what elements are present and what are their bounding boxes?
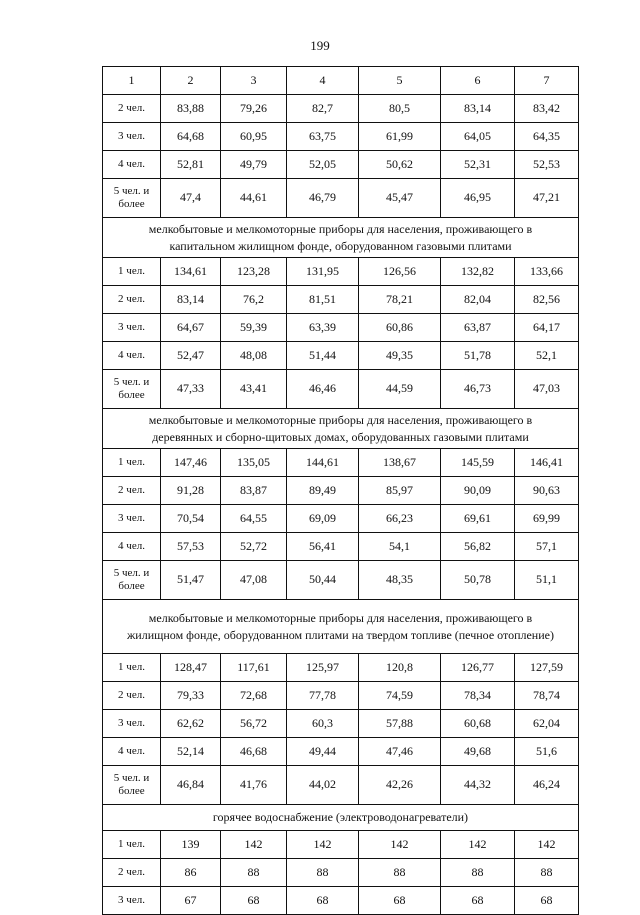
table-cell: 83,87: [221, 477, 287, 505]
section-title-line: деревянных и сборно-щитовых домах, оборудованных газовыми плитами: [152, 429, 529, 444]
table-cell: 52,31: [441, 151, 515, 179]
table-cell: 51,44: [287, 342, 359, 370]
row-label: [103, 682, 161, 710]
table-cell: 46,68: [221, 738, 287, 766]
table-cell: 49,68: [441, 738, 515, 766]
table-cell: 61,99: [359, 123, 441, 151]
table-cell: 57,88: [359, 710, 441, 738]
table-cell: 64,55: [221, 505, 287, 533]
row-label-line: 5 чел. и: [113, 376, 150, 389]
table-cell: 146,41: [515, 449, 579, 477]
table-cell: 52,1: [515, 342, 579, 370]
table-cell: 46,95: [441, 179, 515, 218]
section-title-line: жилищном фонде, оборудованном плитами на твердом топливе (печное отопление): [127, 627, 554, 642]
table-cell: 91,28: [161, 477, 221, 505]
section-title-line: мелкобытовые и мелкомоторные приборы для населения, проживающего в: [148, 413, 533, 428]
section-title: [103, 218, 579, 258]
table-cell: 74,59: [359, 682, 441, 710]
table-cell: 50,62: [359, 151, 441, 179]
row-label: [103, 449, 161, 477]
row-label: [103, 505, 161, 533]
table-cell: 88: [221, 859, 287, 887]
table-cell: 69,09: [287, 505, 359, 533]
table-cell: 64,05: [441, 123, 515, 151]
header-row: [103, 67, 579, 95]
table-cell: 51,47: [161, 561, 221, 600]
table-row: [103, 533, 579, 561]
table-cell: 133,66: [515, 258, 579, 286]
table-row: [103, 859, 579, 887]
table-cell: 131,95: [287, 258, 359, 286]
table-cell: 81,51: [287, 286, 359, 314]
row-label-line: 3 чел.: [118, 512, 145, 525]
row-label-line: 4 чел.: [118, 745, 145, 758]
table-cell: 142: [287, 831, 359, 859]
column-header: 5: [359, 67, 441, 95]
table-cell: 79,33: [161, 682, 221, 710]
row-label: [103, 342, 161, 370]
row-label-line: 2 чел.: [118, 484, 145, 497]
table-cell: 68: [441, 887, 515, 915]
table-cell: 62,62: [161, 710, 221, 738]
table-cell: 51,1: [515, 561, 579, 600]
table-row: [103, 831, 579, 859]
table-cell: 49,35: [359, 342, 441, 370]
table-cell: 63,39: [287, 314, 359, 342]
row-label: [103, 179, 161, 218]
table-row: [103, 738, 579, 766]
table-cell: 85,97: [359, 477, 441, 505]
row-label-line: 3 чел.: [118, 321, 145, 334]
column-header: 6: [441, 67, 515, 95]
table-row: [103, 682, 579, 710]
section-header-row: [103, 218, 579, 258]
row-label-line: 2 чел.: [118, 293, 145, 306]
table-cell: 60,3: [287, 710, 359, 738]
table-cell: 80,5: [359, 95, 441, 123]
table-cell: 83,14: [441, 95, 515, 123]
table-row: [103, 258, 579, 286]
section-header-row: [103, 409, 579, 449]
table-cell: 142: [221, 831, 287, 859]
table-cell: 52,81: [161, 151, 221, 179]
table-cell: 47,08: [221, 561, 287, 600]
table-cell: 134,61: [161, 258, 221, 286]
row-label: [103, 258, 161, 286]
row-label-line: 1 чел.: [118, 265, 145, 278]
table-cell: 56,41: [287, 533, 359, 561]
table-cell: 56,72: [221, 710, 287, 738]
table-cell: 48,35: [359, 561, 441, 600]
table-cell: 88: [515, 859, 579, 887]
table-cell: 89,49: [287, 477, 359, 505]
table-cell: 52,47: [161, 342, 221, 370]
column-header: 3: [221, 67, 287, 95]
section-title-line: капитальном жилищном фонде, оборудованном газовыми плитами: [169, 238, 512, 253]
table-cell: 60,68: [441, 710, 515, 738]
table-cell: 44,61: [221, 179, 287, 218]
table-cell: 54,1: [359, 533, 441, 561]
table-row: [103, 561, 579, 600]
table-cell: 50,44: [287, 561, 359, 600]
table-cell: 68: [515, 887, 579, 915]
table-row: [103, 449, 579, 477]
table-cell: 47,33: [161, 370, 221, 409]
section-title-line: мелкобытовые и мелкомоторные приборы для населения, проживающего в: [148, 222, 533, 237]
table-cell: 63,75: [287, 123, 359, 151]
table-cell: 88: [359, 859, 441, 887]
table-cell: 52,53: [515, 151, 579, 179]
row-label-line: 1 чел.: [118, 456, 145, 469]
table-cell: 83,42: [515, 95, 579, 123]
table-cell: 145,59: [441, 449, 515, 477]
table-cell: 83,14: [161, 286, 221, 314]
row-label-line: более: [118, 580, 145, 592]
column-header: 2: [161, 67, 221, 95]
table-cell: 142: [359, 831, 441, 859]
table-cell: 66,23: [359, 505, 441, 533]
row-label: [103, 95, 161, 123]
row-label-line: 1 чел.: [118, 661, 145, 674]
table-cell: 57,53: [161, 533, 221, 561]
row-label: [103, 654, 161, 682]
column-header: 4: [287, 67, 359, 95]
table-cell: 70,54: [161, 505, 221, 533]
table-cell: 72,68: [221, 682, 287, 710]
table-cell: 46,79: [287, 179, 359, 218]
table-cell: 48,08: [221, 342, 287, 370]
table-cell: 52,05: [287, 151, 359, 179]
section-title-line: мелкобытовые и мелкомоторные приборы для населения, проживающего в: [148, 611, 533, 626]
table-cell: 64,35: [515, 123, 579, 151]
row-label-line: 5 чел. и: [113, 772, 150, 785]
table-cell: 135,05: [221, 449, 287, 477]
table-cell: 44,02: [287, 766, 359, 805]
table-cell: 123,28: [221, 258, 287, 286]
table-cell: 144,61: [287, 449, 359, 477]
table-cell: 46,24: [515, 766, 579, 805]
table-cell: 46,73: [441, 370, 515, 409]
row-label: [103, 831, 161, 859]
section-title-line: горячее водоснабжение (электроводонагреватели): [212, 810, 469, 825]
section-header-row: [103, 600, 579, 654]
table-cell: 86: [161, 859, 221, 887]
table-cell: 51,6: [515, 738, 579, 766]
row-label-line: 4 чел.: [118, 540, 145, 553]
table-cell: 52,72: [221, 533, 287, 561]
column-header: 1: [103, 67, 161, 95]
table-row: [103, 151, 579, 179]
column-header: 7: [515, 67, 579, 95]
row-label: [103, 151, 161, 179]
section-title: [103, 805, 579, 831]
table-cell: 44,32: [441, 766, 515, 805]
table-cell: 69,61: [441, 505, 515, 533]
table-cell: 67: [161, 887, 221, 915]
table-cell: 68: [221, 887, 287, 915]
table-cell: 59,39: [221, 314, 287, 342]
row-label: [103, 710, 161, 738]
row-label: [103, 887, 161, 915]
table-cell: 127,59: [515, 654, 579, 682]
tariff-table: [102, 66, 579, 915]
table-cell: 64,17: [515, 314, 579, 342]
page-number: 199: [310, 38, 330, 53]
row-label-line: 4 чел.: [118, 349, 145, 362]
table-row: [103, 286, 579, 314]
table-cell: 126,56: [359, 258, 441, 286]
row-label: [103, 286, 161, 314]
table-cell: 49,79: [221, 151, 287, 179]
table-cell: 78,74: [515, 682, 579, 710]
table-cell: 78,21: [359, 286, 441, 314]
table-cell: 139: [161, 831, 221, 859]
table-cell: 62,04: [515, 710, 579, 738]
table-cell: 142: [441, 831, 515, 859]
table-cell: 142: [515, 831, 579, 859]
row-label-line: 5 чел. и: [113, 567, 150, 580]
table-cell: 78,34: [441, 682, 515, 710]
row-label-line: 2 чел.: [118, 102, 145, 115]
table-cell: 77,78: [287, 682, 359, 710]
table-cell: 45,47: [359, 179, 441, 218]
row-label: [103, 314, 161, 342]
table-cell: 60,95: [221, 123, 287, 151]
table-row: [103, 370, 579, 409]
section-title: [103, 600, 579, 654]
table-cell: 47,21: [515, 179, 579, 218]
table-cell: 46,46: [287, 370, 359, 409]
table-cell: 147,46: [161, 449, 221, 477]
table-cell: 47,03: [515, 370, 579, 409]
table-row: [103, 710, 579, 738]
table-cell: 120,8: [359, 654, 441, 682]
table-cell: 128,47: [161, 654, 221, 682]
row-label-line: 4 чел.: [118, 158, 145, 171]
row-label: [103, 123, 161, 151]
section-title: [103, 409, 579, 449]
table-cell: 132,82: [441, 258, 515, 286]
row-label-line: 2 чел.: [118, 689, 145, 702]
table-cell: 44,59: [359, 370, 441, 409]
row-label: [103, 859, 161, 887]
table-row: [103, 887, 579, 915]
table-row: [103, 179, 579, 218]
row-label-line: 5 чел. и: [113, 185, 150, 198]
table-cell: 82,56: [515, 286, 579, 314]
table-cell: 88: [441, 859, 515, 887]
table-cell: 57,1: [515, 533, 579, 561]
table-cell: 90,09: [441, 477, 515, 505]
table-cell: 47,46: [359, 738, 441, 766]
row-label-line: более: [118, 198, 145, 210]
table-row: [103, 123, 579, 151]
table-cell: 64,68: [161, 123, 221, 151]
row-label: [103, 533, 161, 561]
table-cell: 47,4: [161, 179, 221, 218]
table-cell: 51,78: [441, 342, 515, 370]
table-cell: 82,04: [441, 286, 515, 314]
table-cell: 68: [287, 887, 359, 915]
table-cell: 79,26: [221, 95, 287, 123]
table-cell: 88: [287, 859, 359, 887]
row-label-line: 1 чел.: [118, 838, 145, 851]
table-cell: 50,78: [441, 561, 515, 600]
table-row: [103, 477, 579, 505]
table-row: [103, 505, 579, 533]
table-cell: 60,86: [359, 314, 441, 342]
table-cell: 64,67: [161, 314, 221, 342]
table-cell: 52,14: [161, 738, 221, 766]
row-label-line: 3 чел.: [118, 894, 145, 907]
table-cell: 41,76: [221, 766, 287, 805]
table-cell: 125,97: [287, 654, 359, 682]
table-cell: 68: [359, 887, 441, 915]
table-cell: 42,26: [359, 766, 441, 805]
table-row: [103, 766, 579, 805]
table-cell: 69,99: [515, 505, 579, 533]
row-label-line: более: [118, 389, 145, 401]
table-cell: 90,63: [515, 477, 579, 505]
row-label-line: более: [118, 785, 145, 797]
table-cell: 46,84: [161, 766, 221, 805]
row-label: [103, 561, 161, 600]
row-label: [103, 477, 161, 505]
table-cell: 43,41: [221, 370, 287, 409]
row-label: [103, 766, 161, 805]
row-label: [103, 738, 161, 766]
row-label-line: 2 чел.: [118, 866, 145, 879]
row-label-line: 3 чел.: [118, 717, 145, 730]
table-row: [103, 342, 579, 370]
table-cell: 56,82: [441, 533, 515, 561]
row-label: [103, 370, 161, 409]
section-header-row: [103, 805, 579, 831]
table-cell: 117,61: [221, 654, 287, 682]
table-cell: 138,67: [359, 449, 441, 477]
table-row: [103, 95, 579, 123]
table-cell: 49,44: [287, 738, 359, 766]
table-row: [103, 654, 579, 682]
row-label-line: 3 чел.: [118, 130, 145, 143]
table-row: [103, 314, 579, 342]
table-cell: 82,7: [287, 95, 359, 123]
table-body: [103, 67, 579, 915]
table-cell: 126,77: [441, 654, 515, 682]
table-cell: 76,2: [221, 286, 287, 314]
table-cell: 83,88: [161, 95, 221, 123]
table-cell: 63,87: [441, 314, 515, 342]
